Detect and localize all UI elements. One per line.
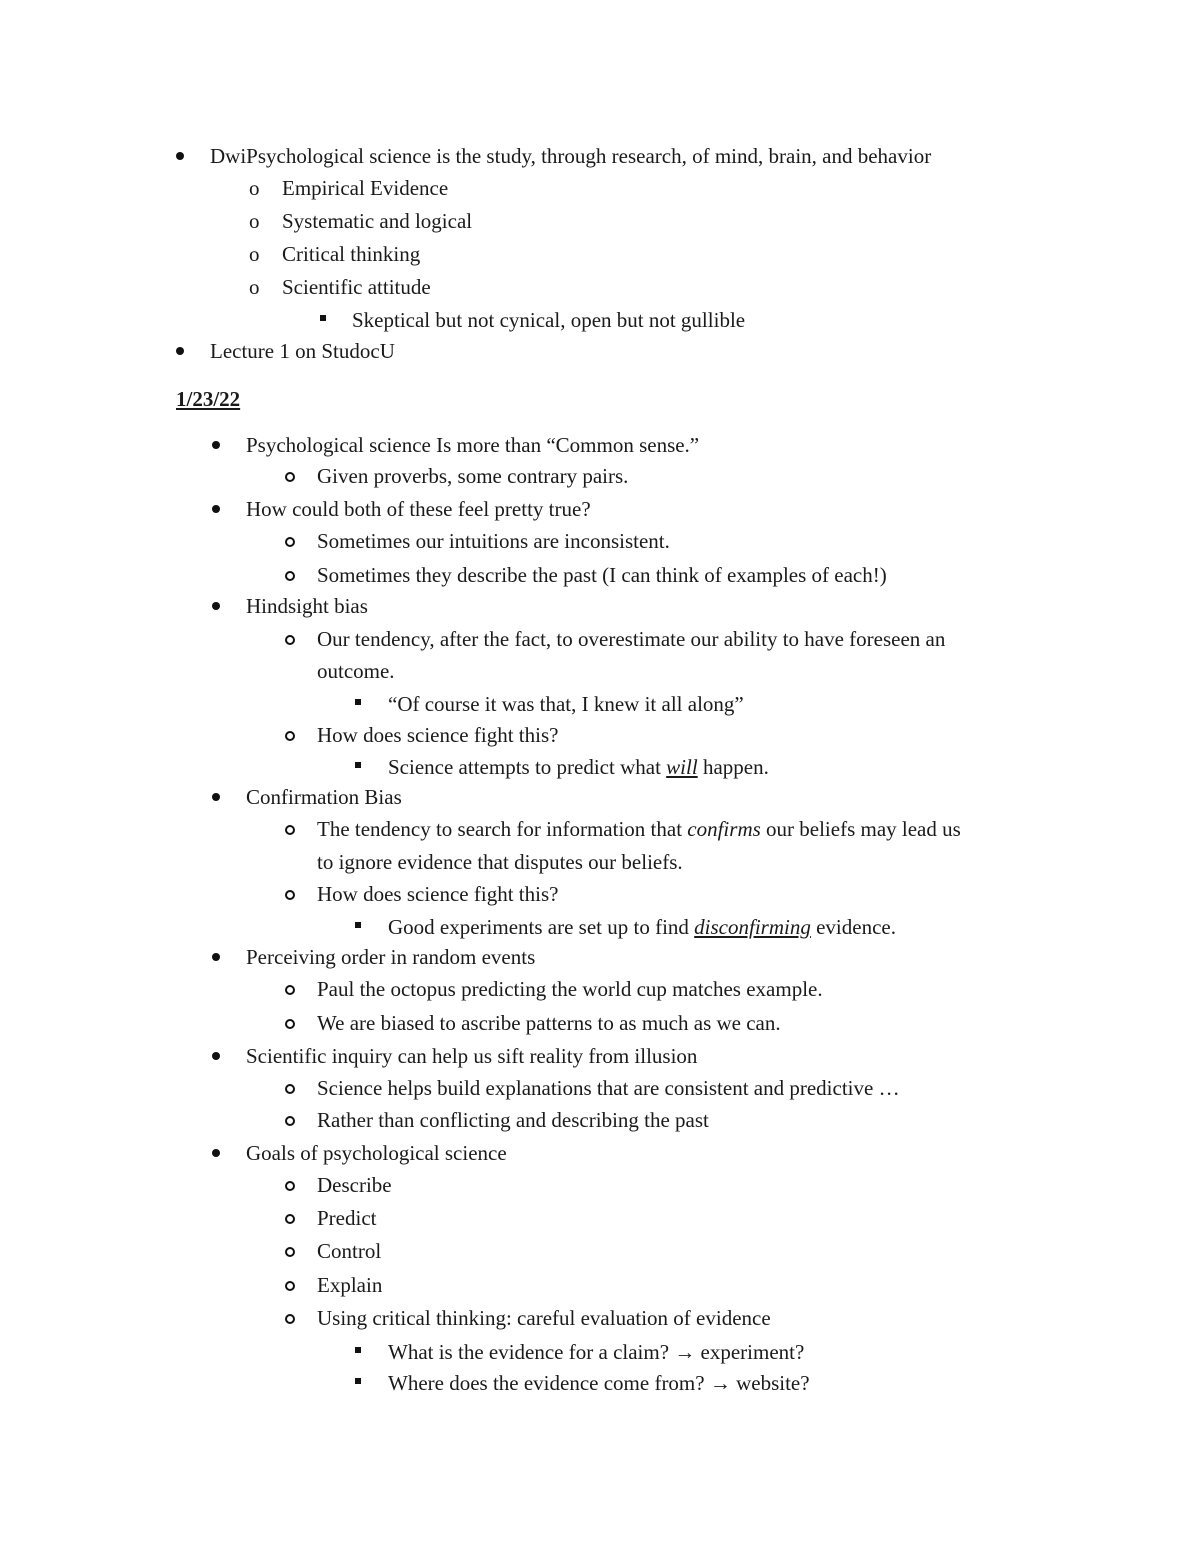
bullet-square: [355, 762, 361, 768]
list-item: Lecture 1 on StudocU: [210, 339, 395, 363]
list-item: Our tendency, after the fact, to overestimate our ability to have foreseen an: [317, 627, 946, 651]
list-item: How could both of these feel pretty true?: [246, 497, 591, 521]
list-item: Science helps build explanations that are consistent and predictive …: [317, 1076, 900, 1100]
bullet-ring: [285, 1116, 295, 1126]
list-item: How does science fight this?: [317, 723, 559, 747]
list-item: Paul the octopus predicting the world cup matches example.: [317, 977, 823, 1001]
list-item: “Of course it was that, I knew it all along”: [388, 692, 744, 716]
bullet-ring: [285, 1281, 295, 1291]
bullet-square: [355, 1378, 361, 1384]
list-item: Describe: [317, 1173, 392, 1197]
list-item: What is the evidence for a claim? → experiment?: [388, 1340, 805, 1364]
list-item: Empirical Evidence: [282, 176, 449, 200]
bullet-o: o: [249, 209, 260, 233]
bullet-square: [355, 922, 361, 928]
bullet-o: o: [249, 242, 260, 266]
bullet-dot: [176, 152, 184, 160]
list-item: Systematic and logical: [282, 209, 473, 233]
bullet-square: [320, 315, 326, 321]
bullet-ring: [285, 1314, 295, 1324]
list-item: Goals of psychological science: [246, 1141, 507, 1165]
date-heading: 1/23/22: [176, 387, 241, 411]
list-item: Psychological science Is more than “Common sense.”: [246, 433, 700, 457]
list-item-continuation: to ignore evidence that disputes our beliefs.: [317, 850, 683, 874]
bullet-ring: [285, 571, 295, 581]
bullet-dot: [212, 953, 220, 961]
list-item: Scientific attitude: [282, 275, 431, 299]
bullet-ring: [285, 825, 295, 835]
list-item: Confirmation Bias: [246, 785, 402, 809]
arrow-right-icon: →: [674, 1340, 696, 1364]
bullet-ring: [285, 537, 295, 547]
list-item: DwiPsychological science is the study, through research, of mind, brain, and behavior: [210, 144, 932, 168]
bullet-ring: [285, 1019, 295, 1029]
list-item: Sometimes our intuitions are inconsistent.: [317, 529, 670, 553]
list-item: Perceiving order in random events: [246, 945, 536, 969]
list-item: Sometimes they describe the past (I can think of examples of each!): [317, 563, 887, 587]
bullet-o: o: [249, 176, 260, 200]
bullet-square: [355, 699, 361, 705]
list-item: Hindsight bias: [246, 594, 368, 618]
bullet-o: o: [249, 275, 260, 299]
bullet-ring: [285, 472, 295, 482]
list-item: Skeptical but not cynical, open but not gullible: [352, 308, 746, 332]
bullet-ring: [285, 1247, 295, 1257]
bullet-dot: [176, 347, 184, 355]
bullet-dot: [212, 793, 220, 801]
bullet-dot: [212, 1052, 220, 1060]
list-item: Using critical thinking: careful evaluation of evidence: [317, 1306, 771, 1330]
list-item: We are biased to ascribe patterns to as much as we can.: [317, 1011, 781, 1035]
bullet-ring: [285, 731, 295, 741]
list-item: Rather than conflicting and describing the past: [317, 1108, 709, 1132]
bullet-dot: [212, 441, 220, 449]
bullet-dot: [212, 505, 220, 513]
arrow-right-icon: →: [709, 1371, 731, 1395]
list-item: Explain: [317, 1273, 383, 1297]
list-item: Control: [317, 1239, 382, 1263]
bullet-ring: [285, 890, 295, 900]
list-item: Science attempts to predict what will happen.: [388, 755, 769, 779]
list-item: Predict: [317, 1206, 377, 1230]
list-item: Given proverbs, some contrary pairs.: [317, 464, 629, 488]
bullet-dot: [212, 1149, 220, 1157]
list-item: The tendency to search for information that confirms our beliefs may lead us: [317, 817, 961, 841]
list-item: How does science fight this?: [317, 882, 559, 906]
bullet-dot: [212, 602, 220, 610]
bullet-ring: [285, 1084, 295, 1094]
bullet-ring: [285, 985, 295, 995]
bullet-square: [355, 1347, 361, 1353]
bullet-ring: [285, 1181, 295, 1191]
list-item: Scientific inquiry can help us sift reality from illusion: [246, 1044, 698, 1068]
list-item: Good experiments are set up to find disconfirming evidence.: [388, 915, 896, 939]
bullet-ring: [285, 635, 295, 645]
list-item: Critical thinking: [282, 242, 421, 266]
bullet-ring: [285, 1214, 295, 1224]
list-item-continuation: outcome.: [317, 659, 395, 683]
list-item: Where does the evidence come from? → website?: [388, 1371, 810, 1395]
